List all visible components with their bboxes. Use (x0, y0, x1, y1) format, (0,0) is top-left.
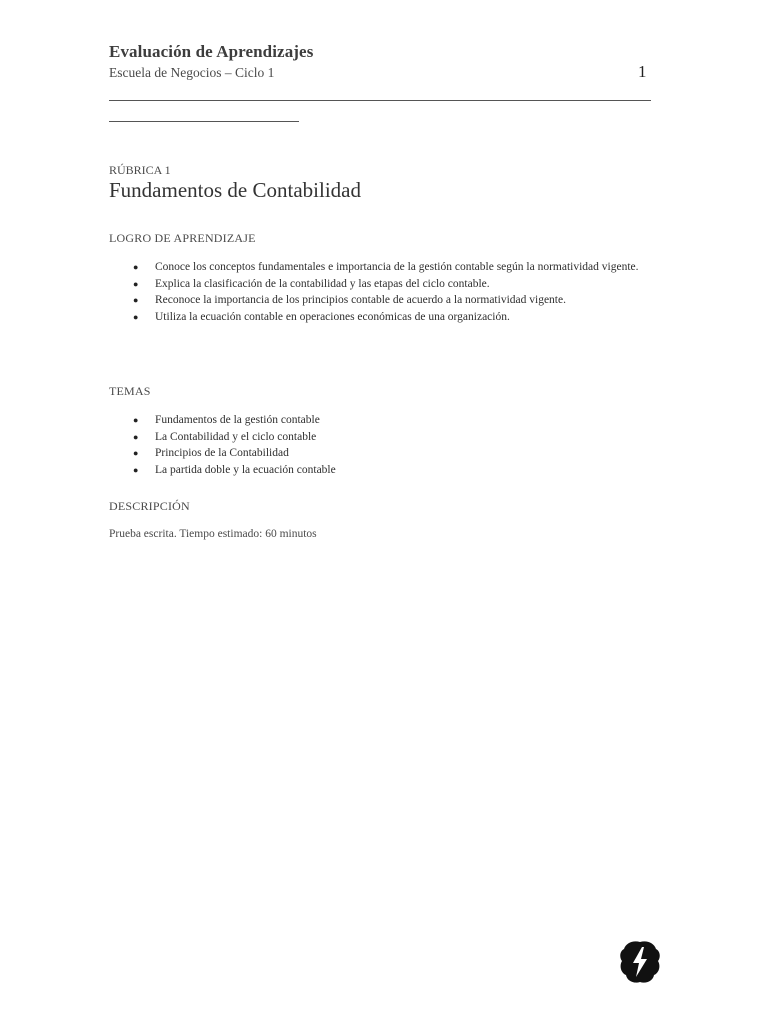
header-rule-short (109, 121, 299, 122)
list-item (133, 309, 663, 326)
list-item (133, 276, 663, 293)
bullet-dot-icon: ● (133, 278, 139, 289)
section-label-temas: TEMAS (109, 384, 151, 398)
temas-list (133, 412, 663, 478)
section-label-logro: LOGRO DE APRENDIZAJE (109, 231, 256, 245)
bullet-dot-icon: ● (133, 464, 139, 475)
list-item-text: Principios de la Contabilidad (155, 447, 289, 459)
bullet-dot-icon: ● (133, 262, 139, 272)
header-rule-long (109, 100, 651, 101)
bullet-dot-icon: ● (133, 415, 139, 425)
brain-bolt-logo-icon (619, 939, 661, 985)
logro-list (133, 259, 663, 325)
description-text: Prueba escrita. Tiempo estimado: 60 minutos (109, 528, 317, 540)
rubric-title: Fundamentos de Contabilidad (109, 178, 361, 202)
list-item-text: Explica la clasificación de la contabilidad y las etapas del ciclo contable. (155, 277, 490, 290)
list-item-text: La partida doble y la ecuación contable (155, 463, 336, 476)
document-header-subtitle: Escuela de Negocios – Ciclo 1 (109, 65, 275, 80)
list-item (133, 292, 663, 309)
list-item (133, 259, 663, 276)
bullet-dot-icon: ● (133, 431, 139, 442)
bullet-dot-icon: ● (133, 448, 139, 458)
document-header-title: Evaluación de Aprendizajes (109, 42, 314, 61)
list-item-text: Conoce los conceptos fundamentales e importancia de la gestión contable según la normatividad vigente. (155, 261, 639, 273)
list-item-text: Utiliza la ecuación contable en operaciones económicas de una organización. (155, 310, 510, 323)
list-item (133, 412, 663, 429)
list-item-text: Reconoce la importancia de los principios contable de acuerdo a la normatividad vigente. (155, 294, 566, 306)
list-item (133, 445, 663, 462)
rubric-number: RÚBRICA 1 (109, 163, 171, 177)
page-number: 1 (638, 62, 647, 81)
bullet-dot-icon: ● (133, 295, 139, 305)
bullet-dot-icon: ● (133, 311, 139, 322)
list-item-text: La Contabilidad y el ciclo contable (155, 430, 317, 443)
list-item (133, 462, 663, 479)
section-label-descripcion: DESCRIPCIÓN (109, 499, 190, 513)
list-item (133, 429, 663, 446)
list-item-text: Fundamentos de la gestión contable (155, 414, 320, 426)
